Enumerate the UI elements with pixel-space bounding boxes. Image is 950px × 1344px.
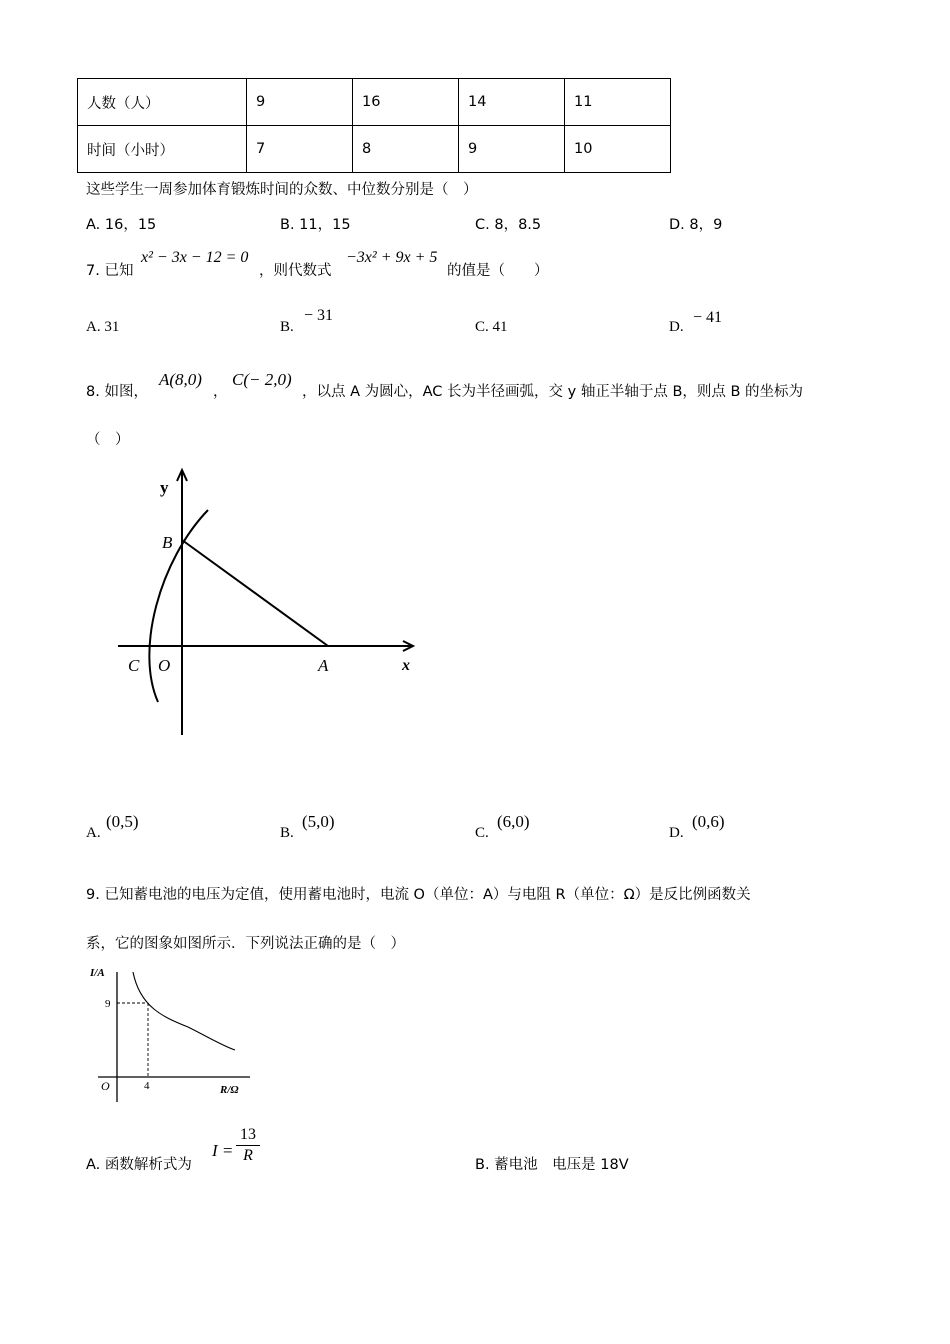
segment-ab	[182, 540, 328, 646]
q8-option-a: A.	[86, 825, 101, 841]
table-row	[78, 79, 671, 126]
q7-option-a: A. 31	[86, 319, 120, 335]
q7-option-b: B.	[280, 319, 294, 335]
q8-figure	[100, 460, 430, 750]
fraction-denominator: R	[243, 1147, 253, 1164]
q7-option-d-value: − 41	[693, 309, 723, 326]
q7-suffix: 的值是（ ）	[447, 263, 549, 279]
q8-option-c-value: (6,0)	[497, 812, 530, 831]
q8-text: ，以点 A 为圆心，AC 长为半径画弧，交 y 轴正半轴于点 B，则点 B 的坐标为	[302, 384, 804, 400]
q9-option-b: B. 蓄电池 电压是 18V	[475, 1157, 629, 1173]
table-cell: 11	[565, 79, 671, 126]
fig-label-o: O	[101, 1079, 110, 1093]
fig-label-x: x	[402, 657, 410, 674]
q8-option-c: C.	[475, 825, 489, 841]
q9-fraction	[236, 1126, 260, 1165]
fig-label-y: y	[160, 478, 169, 497]
q8-option-b: B.	[280, 825, 294, 841]
table-cell: 7	[247, 126, 353, 173]
table-cell: 人数（人）	[78, 79, 247, 126]
q7-option-b-value: − 31	[304, 307, 334, 324]
q8-point-c: C(− 2,0)	[232, 370, 292, 389]
table-cell: 14	[459, 79, 565, 126]
q8-option-d: D.	[669, 825, 684, 841]
q8-option-b-value: (5,0)	[302, 812, 335, 831]
table-cell: 9	[459, 126, 565, 173]
q8-option-a-value: (0,5)	[106, 812, 139, 831]
q6-option-c: C. 8，8.5	[475, 217, 542, 233]
q6-question: 这些学生一周参加体育锻炼时间的众数、中位数分别是（ ）	[86, 182, 478, 198]
fig-label-4: 4	[144, 1080, 150, 1092]
q9-line2: 系，它的图象如图所示．下列说法正确的是（ ）	[86, 936, 405, 952]
table-cell: 10	[565, 126, 671, 173]
data-table	[77, 78, 671, 173]
q8-point-a: A(8,0)	[159, 370, 202, 389]
q9-option-a: A. 函数解析式为	[86, 1157, 192, 1173]
table-cell: 9	[247, 79, 353, 126]
fig-label-a: A	[318, 656, 329, 675]
q7-prefix: 7. 已知	[86, 263, 134, 279]
q8-sep: ，	[213, 384, 228, 400]
table-cell: 时间（小时）	[78, 126, 247, 173]
q7-equation: x² − 3x − 12 = 0	[141, 249, 249, 266]
q7-option-c: C. 41	[475, 319, 508, 335]
q9-option-a-lhs: I =	[212, 1141, 234, 1160]
q8-option-d-value: (0,6)	[692, 812, 725, 831]
q6-option-d: D. 8，9	[669, 217, 723, 233]
fig-label-c: C	[128, 656, 140, 675]
q6-option-b: B. 11，15	[280, 217, 351, 233]
fig-label-r: R/Ω	[220, 1084, 239, 1096]
fraction-bar	[236, 1145, 260, 1146]
q8-prefix: 8. 如图，	[86, 384, 148, 400]
fig-label-o: O	[158, 656, 171, 675]
q6-option-a: A. 16，15	[86, 217, 157, 233]
fig-label-ia: I/A	[90, 967, 105, 979]
fraction-numerator: 13	[240, 1126, 256, 1143]
fig-label-9: 9	[105, 998, 111, 1010]
q9-line1: 9. 已知蓄电池的电压为定值，使用蓄电池时，电流 O（单位：A）与电阻 R（单位：Ω）是反比例函数关	[86, 887, 751, 903]
q7-mid: ，则代数式	[259, 263, 332, 279]
table-row	[78, 126, 671, 173]
table-cell: 16	[353, 79, 459, 126]
q7-option-d: D.	[669, 319, 684, 335]
table-cell: 8	[353, 126, 459, 173]
fig-label-b: B	[162, 533, 173, 552]
q9-figure	[88, 962, 258, 1107]
q8-paren: （ ）	[86, 432, 130, 448]
q7-expression: −3x² + 9x + 5	[346, 249, 438, 266]
